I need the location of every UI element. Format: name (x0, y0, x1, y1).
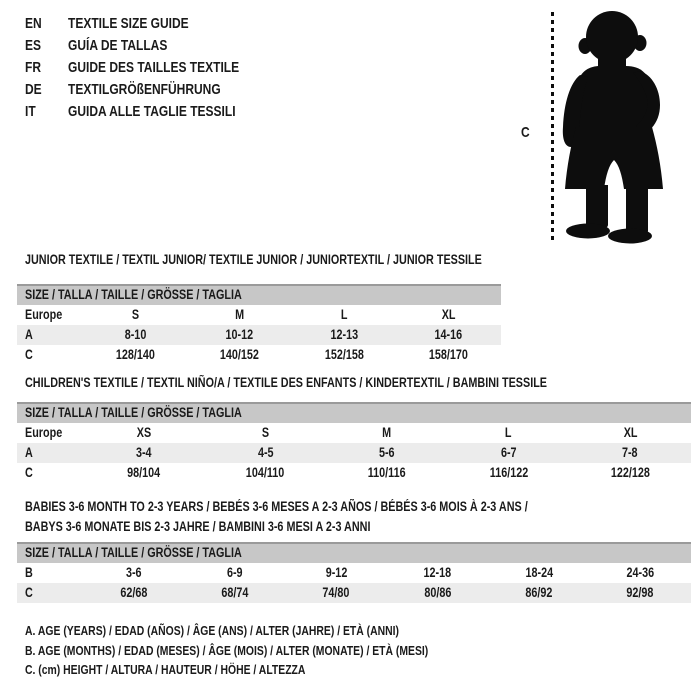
size-header-bar (17, 284, 501, 305)
junior-size-table (17, 284, 501, 365)
size-cell: 7-8 (622, 445, 638, 460)
size-cell: 104/110 (246, 465, 285, 480)
size-column-header: S (261, 425, 269, 440)
size-cell: 116/122 (489, 465, 528, 480)
row-label: C (25, 585, 33, 600)
language-code: IT (25, 103, 36, 120)
size-cell: 18-24 (525, 565, 553, 580)
size-header-bar (17, 542, 691, 563)
region-label: Europe (25, 425, 63, 440)
size-cell: 158/170 (429, 347, 469, 362)
guide-title: GUIDE DES TAILLES TEXTILE (68, 59, 240, 76)
size-cell: 12-18 (423, 565, 452, 580)
size-name-row (17, 305, 501, 325)
size-cell: 8-10 (124, 327, 147, 342)
legend-age-years: A. AGE (YEARS) / EDAD (AÑOS) / ÂGE (ANS) / ALTER (JAHRE) / ETÀ (ANNI) (25, 623, 400, 638)
size-column-header: L (505, 425, 512, 440)
size-header-bar (17, 402, 691, 423)
language-code: EN (25, 15, 42, 32)
height-measure-label: C (521, 124, 530, 141)
size-cell: 152/158 (324, 347, 364, 362)
size-column-header: XL (623, 425, 638, 440)
size-column-header: S (131, 307, 139, 322)
size-cell: 4-5 (257, 445, 274, 460)
size-cell: 62/68 (120, 585, 148, 600)
size-header-text: SIZE / TALLA / TAILLE / GRÖSSE / TAGLIA (25, 545, 242, 560)
guide-title: TEXTILE SIZE GUIDE (68, 15, 189, 32)
size-header-text: SIZE / TALLA / TAILLE / GRÖSSE / TAGLIA (25, 287, 242, 302)
language-row (25, 57, 282, 79)
legend-height-cm: C. (cm) HEIGHT / ALTURA / HAUTEUR / HÖHE / ALTEZZA (25, 662, 306, 677)
age-months-row (17, 563, 691, 583)
row-label: A (25, 327, 33, 342)
guide-title: TEXTILGRÖßENFÜHRUNG (68, 81, 221, 98)
row-label: C (25, 465, 33, 480)
size-cell: 6-7 (500, 445, 517, 460)
guide-title: GUIDA ALLE TAGLIE TESSILI (68, 103, 236, 120)
children-table-title-text: CHILDREN'S TEXTILE / TEXTIL NIÑO/A / TEXTILE DES ENFANTS / KINDERTEXTIL / BAMBINI TESSILE (25, 375, 548, 390)
babies-table-title (25, 497, 653, 537)
size-cell: 140/152 (220, 347, 260, 362)
size-cell: 9-12 (325, 565, 348, 580)
size-cell: 98/104 (127, 465, 161, 480)
size-header-text: SIZE / TALLA / TAILLE / GRÖSSE / TAGLIA (25, 405, 242, 420)
size-cell: 24-36 (626, 565, 655, 580)
height-cm-row (17, 463, 691, 483)
junior-table-title (25, 250, 596, 270)
size-cell: 86/92 (525, 585, 553, 600)
babies-table-title-line1: BABIES 3-6 MONTH TO 2-3 YEARS / BEBÉS 3-6 MESES A 2-3 AÑOS / BÉBÉS 3-6 MOIS À 2-3 ANS / (25, 499, 528, 514)
legend-age-months: B. AGE (MONTHS) / EDAD (MESES) / ÂGE (MOIS) / ALTER (MONATE) / ETÀ (MESI) (25, 642, 429, 658)
size-name-row (17, 423, 691, 443)
language-code: ES (25, 37, 42, 54)
age-years-row (17, 443, 691, 463)
size-column-header: M (235, 307, 245, 322)
junior-table-title-text: JUNIOR TEXTILE / TEXTIL JUNIOR/ TEXTILE JUNIOR / JUNIORTEXTIL / JUNIOR TESSILE (25, 252, 482, 267)
size-cell: 6-9 (227, 565, 243, 580)
age-years-row (17, 325, 501, 345)
size-cell: 80/86 (424, 585, 452, 600)
size-column-header: L (340, 307, 348, 322)
size-cell: 5-6 (379, 445, 395, 460)
size-column-header: M (382, 425, 392, 440)
height-cm-row (17, 583, 691, 603)
size-cell: 3-4 (135, 445, 152, 460)
measure-legend (25, 621, 529, 680)
babies-size-table (17, 542, 691, 603)
row-label: C (25, 347, 33, 362)
guide-title: GUÍA DE TALLAS (68, 37, 168, 54)
size-cell: 14-16 (434, 327, 463, 342)
size-cell: 68/74 (221, 585, 249, 600)
children-size-table (17, 402, 691, 483)
region-label: Europe (25, 307, 63, 322)
size-cell: 3-6 (125, 565, 142, 580)
size-cell: 128/140 (115, 347, 155, 362)
size-cell: 92/98 (626, 585, 654, 600)
toddler-silhouette-icon (560, 9, 670, 245)
language-title-list (25, 13, 282, 123)
size-cell: 10-12 (225, 327, 254, 342)
row-label: A (25, 445, 33, 460)
size-cell: 74/80 (322, 585, 350, 600)
height-dashed-line (551, 12, 554, 244)
language-row (25, 79, 282, 101)
height-cm-row (17, 345, 501, 365)
size-cell: 12-13 (330, 327, 359, 342)
children-table-title (25, 373, 678, 393)
size-column-header: XS (136, 425, 151, 440)
language-row (25, 35, 282, 57)
language-row (25, 101, 282, 123)
size-column-header: XL (441, 307, 456, 322)
language-code: FR (25, 59, 41, 76)
size-cell: 122/128 (610, 465, 650, 480)
size-cell: 110/116 (368, 465, 406, 480)
language-row (25, 13, 282, 35)
babies-table-title-line2: BABYS 3-6 MONATE BIS 2-3 JAHRE / BAMBINI 3-6 MESI A 2-3 ANNI (25, 519, 371, 534)
row-label: B (25, 565, 33, 580)
language-code: DE (25, 81, 42, 98)
